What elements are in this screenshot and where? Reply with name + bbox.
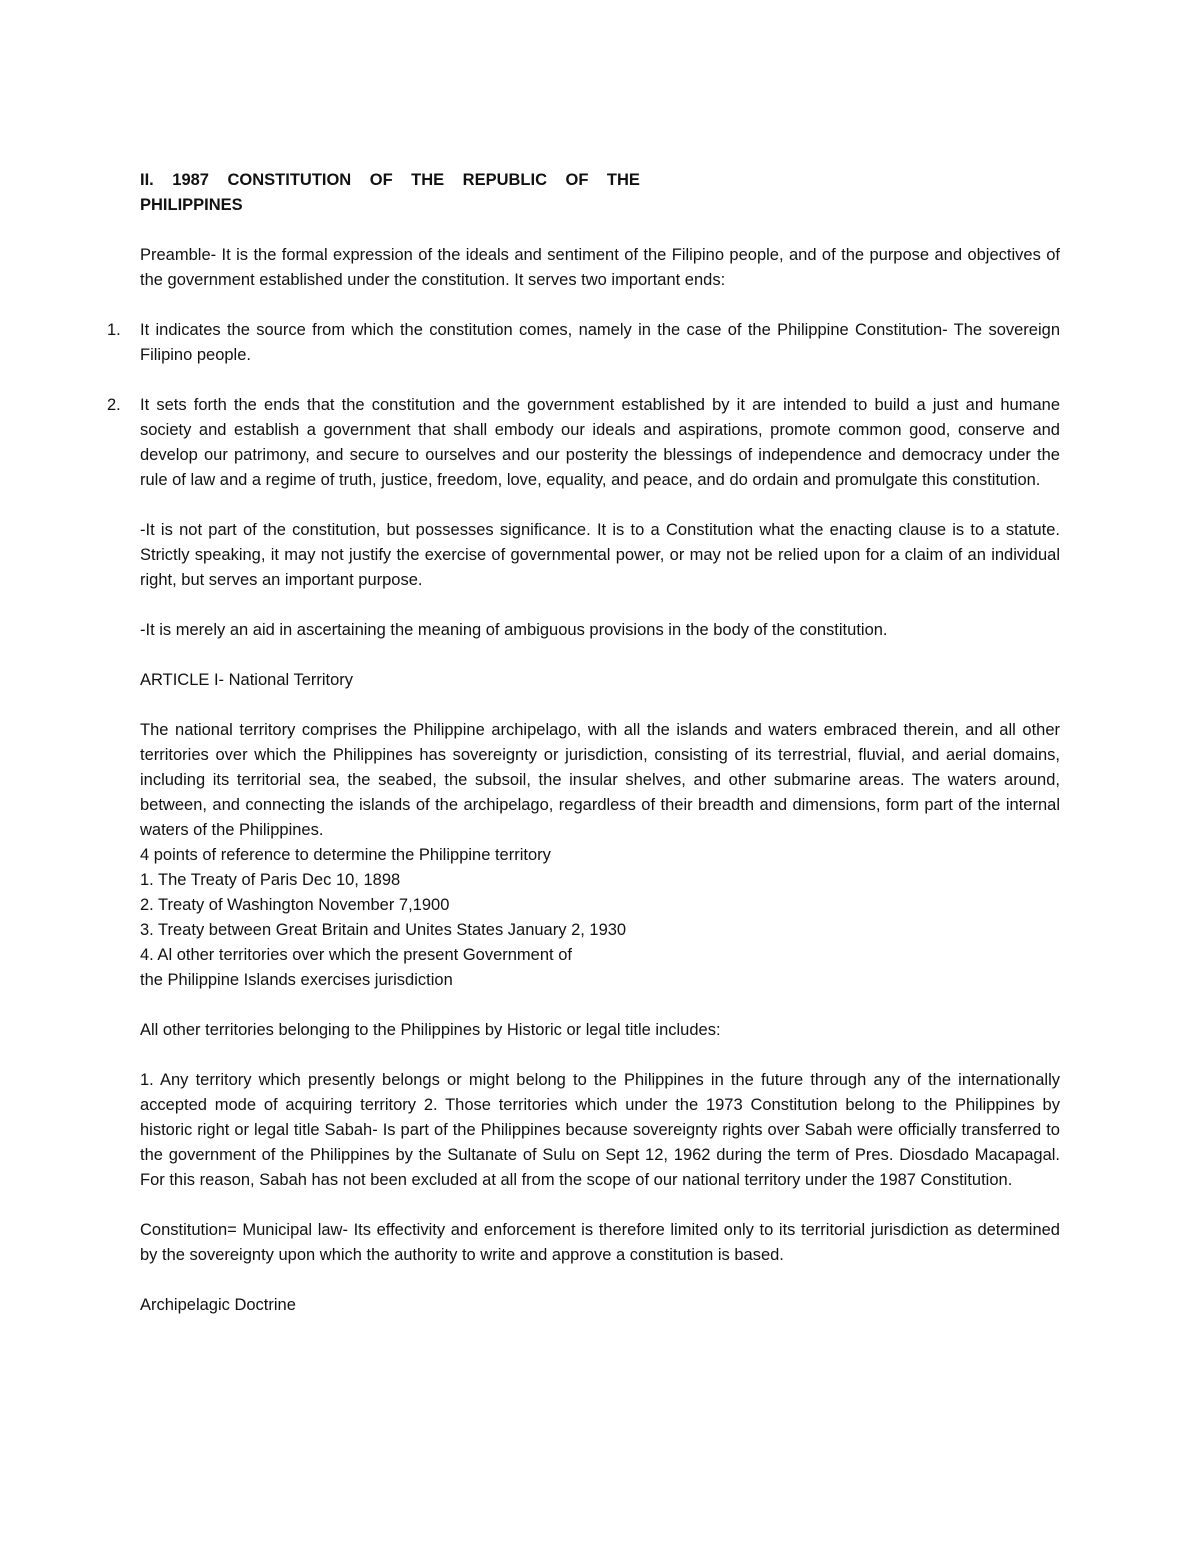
reference-points-intro: 4 points of reference to determine the Philippine territory bbox=[140, 846, 551, 864]
archipelagic-doctrine-title: Archipelagic Doctrine bbox=[140, 1296, 296, 1314]
preamble-paragraph: Preamble- It is the formal expression of the ideals and sentiment of the Filipino people, and of the purpose and objectives of the government established under the constitution. It serves two important ends: bbox=[140, 246, 1060, 289]
list-number: 1. bbox=[107, 321, 121, 339]
heading-word: II. bbox=[140, 171, 154, 189]
section-heading-line-2: PHILIPPINES bbox=[140, 196, 243, 214]
heading-word: REPUBLIC bbox=[462, 171, 547, 189]
heading-word: THE bbox=[411, 171, 445, 189]
article-title: ARTICLE I- National Territory bbox=[140, 671, 354, 689]
list-text: It sets forth the ends that the constitution and the government established by it are intended to build a just and humane society and establish a government that shall embody our ideals and aspirations, promote common good, conserve and develop our patrimony, and secure to ourselves and our posterity the blessings of independence and democracy under the rule of law and a regime of truth, justice, freedom, love, equality, and peace, and do ordain and promulgate this constitution. bbox=[140, 396, 1060, 489]
list-text: It indicates the source from which the constitution comes, namely in the case of the Philippine Constitution- The sovereign Filipino people. bbox=[140, 321, 1060, 364]
document-page bbox=[107, 168, 1060, 1318]
reference-point: the Philippine Islands exercises jurisdiction bbox=[140, 971, 453, 989]
municipal-law-paragraph: Constitution= Municipal law- Its effectivity and enforcement is therefore limited only to its territorial jurisdiction as determined by the sovereignty upon which the authority to write and approve a constitution is based. bbox=[140, 1221, 1060, 1264]
list-item bbox=[107, 393, 1060, 493]
section-heading bbox=[140, 168, 640, 193]
list-item bbox=[107, 318, 1060, 368]
reference-point: 3. Treaty between Great Britain and Unites States January 2, 1930 bbox=[140, 921, 627, 939]
heading-word: THE bbox=[606, 171, 640, 189]
heading-word: 1987 bbox=[172, 171, 209, 189]
reference-point: 4. Al other territories over which the present Government of bbox=[140, 946, 572, 964]
historic-title-intro: All other territories belonging to the Philippines by Historic or legal title includes: bbox=[140, 1021, 721, 1039]
note-paragraph: -It is merely an aid in ascertaining the meaning of ambiguous provisions in the body of the constitution. bbox=[140, 621, 888, 639]
list-number: 2. bbox=[107, 396, 121, 414]
heading-word: OF bbox=[565, 171, 589, 189]
note-paragraph: -It is not part of the constitution, but possesses significance. It is to a Constitution what the enacting clause is to a statute. Strictly speaking, it may not justify the exercise of governmental power, or may not be relied upon for a claim of an individual right, but serves an important purpose. bbox=[140, 521, 1060, 589]
reference-point: 1. The Treaty of Paris Dec 10, 1898 bbox=[140, 871, 401, 889]
heading-word: OF bbox=[369, 171, 393, 189]
article-body: The national territory comprises the Philippine archipelago, with all the islands and waters embraced therein, and all other territories over which the Philippines has sovereignty or jurisdiction, consisting of its terrestrial, fluvial, and aerial domains, including its territorial sea, the seabed, the subsoil, the insular shelves, and other submarine areas. The waters around, between, and connecting the islands of the archipelago, regardless of their breadth and dimensions, form part of the internal waters of the Philippines. bbox=[140, 721, 1060, 839]
heading-word: CONSTITUTION bbox=[227, 171, 352, 189]
historic-title-body: 1. Any territory which presently belongs or might belong to the Philippines in the future through any of the internationally accepted mode of acquiring territory 2. Those territories which under the 1973 Constitution belong to the Philippines by historic right or legal title Sabah- Is part of the Philippines because sovereignty rights over Sabah were officially transferred to the government of the Philippines by the Sultanate of Sulu on Sept 12, 1962 during the term of Pres. Diosdado Macapagal. For this reason, Sabah has not been excluded at all from the scope of our national territory under the 1987 Constitution. bbox=[140, 1071, 1060, 1189]
reference-point: 2. Treaty of Washington November 7,1900 bbox=[140, 896, 450, 914]
preamble-ends-list bbox=[107, 318, 1060, 493]
